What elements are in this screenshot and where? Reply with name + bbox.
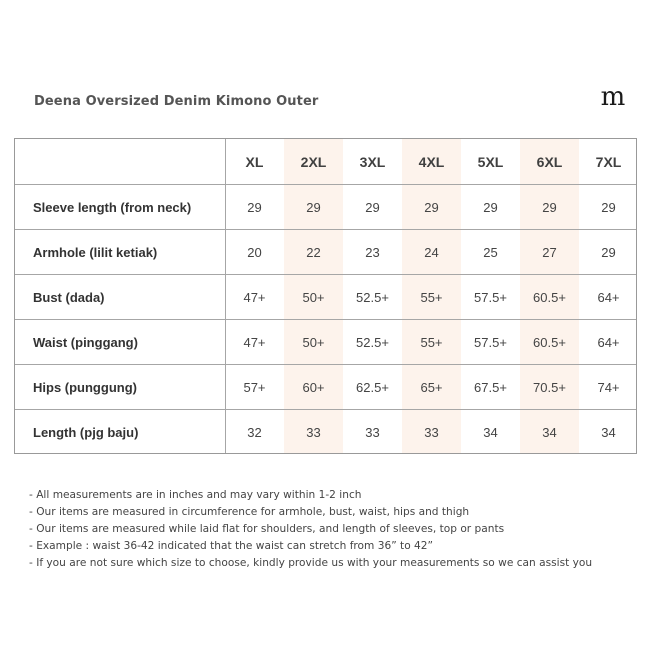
table-row — [15, 319, 636, 365]
note-line: - Our items are measured in circumference for armhole, bust, waist, hips and thigh — [29, 506, 470, 518]
table-cell: 25 — [483, 245, 498, 260]
table-cell: 33 — [306, 425, 321, 440]
table-cell: 55+ — [420, 335, 443, 350]
size-header: 3XL — [359, 153, 386, 170]
table-cell: 47+ — [243, 290, 266, 305]
size-header: XL — [245, 153, 264, 170]
row-label: Armhole (lilit ketiak) — [33, 245, 158, 260]
table-cell: 67.5+ — [474, 380, 507, 395]
table-cell: 23 — [365, 245, 380, 260]
table-cell: 20 — [247, 245, 262, 260]
table-cell: 57.5+ — [474, 335, 507, 350]
table-header-row — [15, 139, 636, 184]
table-cell: 50+ — [302, 335, 325, 350]
table-row — [15, 274, 636, 320]
table-cell: 47+ — [243, 335, 266, 350]
row-label: Sleeve length (from neck) — [33, 200, 192, 215]
note-line: - Our items are measured while laid flat for shoulders, and length of sleeves, top or pants — [29, 523, 505, 535]
table-cell: 52.5+ — [356, 290, 389, 305]
page-title: Deena Oversized Denim Kimono Outer — [34, 94, 319, 109]
table-cell: 34 — [601, 425, 616, 440]
size-header: 7XL — [595, 153, 622, 170]
table-cell: 70.5+ — [533, 380, 566, 395]
row-label: Waist (pinggang) — [33, 335, 138, 350]
table-cell: 34 — [483, 425, 498, 440]
svg-text:m: m — [600, 84, 626, 108]
table-cell: 55+ — [420, 290, 443, 305]
table-cell: 34 — [542, 425, 557, 440]
table-cell: 33 — [365, 425, 380, 440]
table-row — [15, 229, 636, 275]
table-cell: 64+ — [597, 335, 620, 350]
table-cell: 64+ — [597, 290, 620, 305]
table-cell: 57.5+ — [474, 290, 507, 305]
size-chart-table — [14, 138, 637, 454]
table-cell: 29 — [306, 200, 321, 215]
table-cell: 74+ — [597, 380, 620, 395]
size-notes — [29, 487, 592, 572]
note-line: - Example : waist 36-42 indicated that the waist can stretch from 36” to 42” — [29, 540, 434, 552]
table-cell: 33 — [424, 425, 439, 440]
table-cell: 29 — [483, 200, 498, 215]
table-cell: 60.5+ — [533, 335, 566, 350]
table-cell: 65+ — [420, 380, 443, 395]
table-cell: 22 — [306, 245, 321, 260]
table-row — [15, 409, 636, 455]
note-line: - If you are not sure which size to choose, kindly provide us with your measurements so we can assist you — [29, 557, 593, 569]
table-cell: 57+ — [243, 380, 266, 395]
table-cell: 27 — [542, 245, 557, 260]
table-cell: 52.5+ — [356, 335, 389, 350]
size-header: 4XL — [418, 153, 445, 170]
row-label: Hips (punggung) — [33, 380, 137, 395]
table-cell: 29 — [601, 200, 616, 215]
row-label: Bust (dada) — [33, 290, 105, 305]
table-cell: 29 — [601, 245, 616, 260]
table-cell: 29 — [542, 200, 557, 215]
table-cell: 24 — [424, 245, 439, 260]
table-cell: 29 — [424, 200, 439, 215]
table-cell: 29 — [365, 200, 380, 215]
table-cell: 62.5+ — [356, 380, 389, 395]
brand-logo — [597, 84, 629, 108]
size-header: 5XL — [477, 153, 504, 170]
table-cell: 29 — [247, 200, 262, 215]
table-row — [15, 364, 636, 410]
table-cell: 60.5+ — [533, 290, 566, 305]
table-cell: 32 — [247, 425, 262, 440]
table-cell: 60+ — [302, 380, 325, 395]
size-header: 6XL — [536, 153, 563, 170]
table-row — [15, 184, 636, 230]
size-header: 2XL — [300, 153, 327, 170]
note-line: - All measurements are in inches and may vary within 1-2 inch — [29, 489, 362, 501]
row-label: Length (pjg baju) — [33, 425, 139, 440]
table-cell: 50+ — [302, 290, 325, 305]
